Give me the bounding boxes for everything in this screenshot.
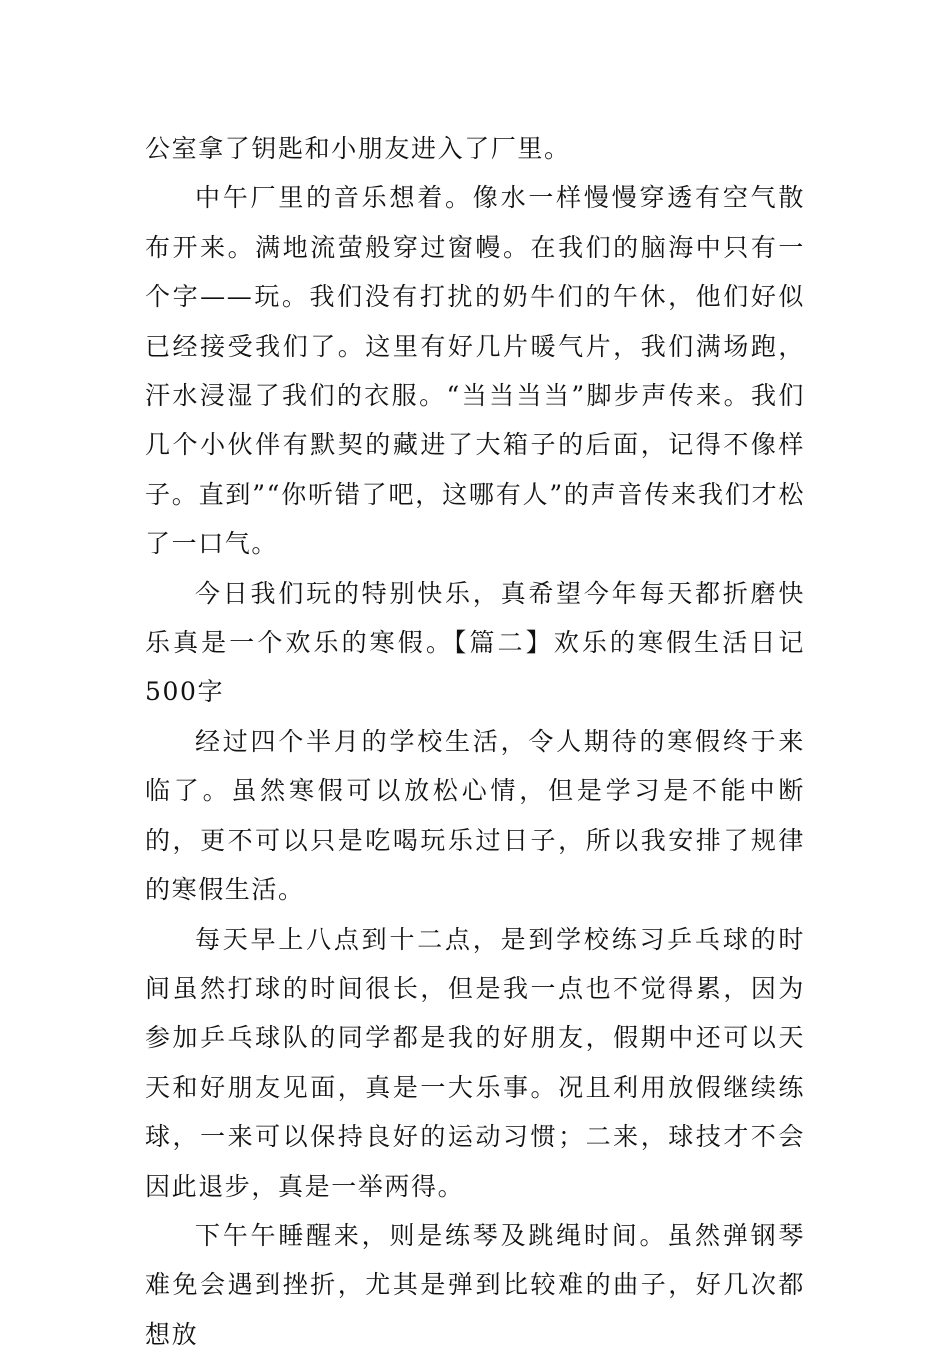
paragraph-morning-pingpong: 每天早上八点到十二点，是到学校练习乒乓球的时间虽然打球的时间很长，但是我一点也不觉得累，因为参加乒乓球队的同学都是我的好朋友，假期中还可以天天和好朋友见面，真是一大乐事。况且利用放假继续练球，一来可以保持良好的运动习惯；二来，球技才不会因此退步，真是一举两得。 [145,924,805,1201]
paragraph-winter-break-start: 经过四个半月的学校生活，令人期待的寒假终于来临了。虽然寒假可以放松心情，但是学习是不能中断的，更不可以只是吃喝玩乐过日子，所以我安排了规律的寒假生活。 [145,726,805,905]
document-body [145,124,805,1359]
paragraph-continuation: 公室拿了钥匙和小朋友进入了厂里。 [145,134,571,163]
paragraph-afternoon-piano: 下午午睡醒来，则是练琴及跳绳时间。虽然弹钢琴难免会遇到挫折，尤其是弹到比较难的曲子，好几次都想放 [145,1220,805,1349]
paragraph-happy-day: 今日我们玩的特别快乐，真希望今年每天都折磨快乐真是一个欢乐的寒假。【篇二】欢乐的寒假生活日记500字 [145,578,805,707]
paragraph-noon-factory: 中午厂里的音乐想着。像水一样慢慢穿透有空气散布开来。满地流萤般穿过窗幔。在我们的脑海中只有一个字——玩。我们没有打扰的奶牛们的午休，他们好似已经接受我们了。这里有好几片暖气片，我们满场跑，汗水浸湿了我们的衣服。“当当当当”脚步声传来。我们几个小伙伴有默契的藏进了大箱子的后面，记得不像样子。直到”“你听错了吧，这哪有人”的声音传来我们才松了一口气。 [145,183,805,559]
